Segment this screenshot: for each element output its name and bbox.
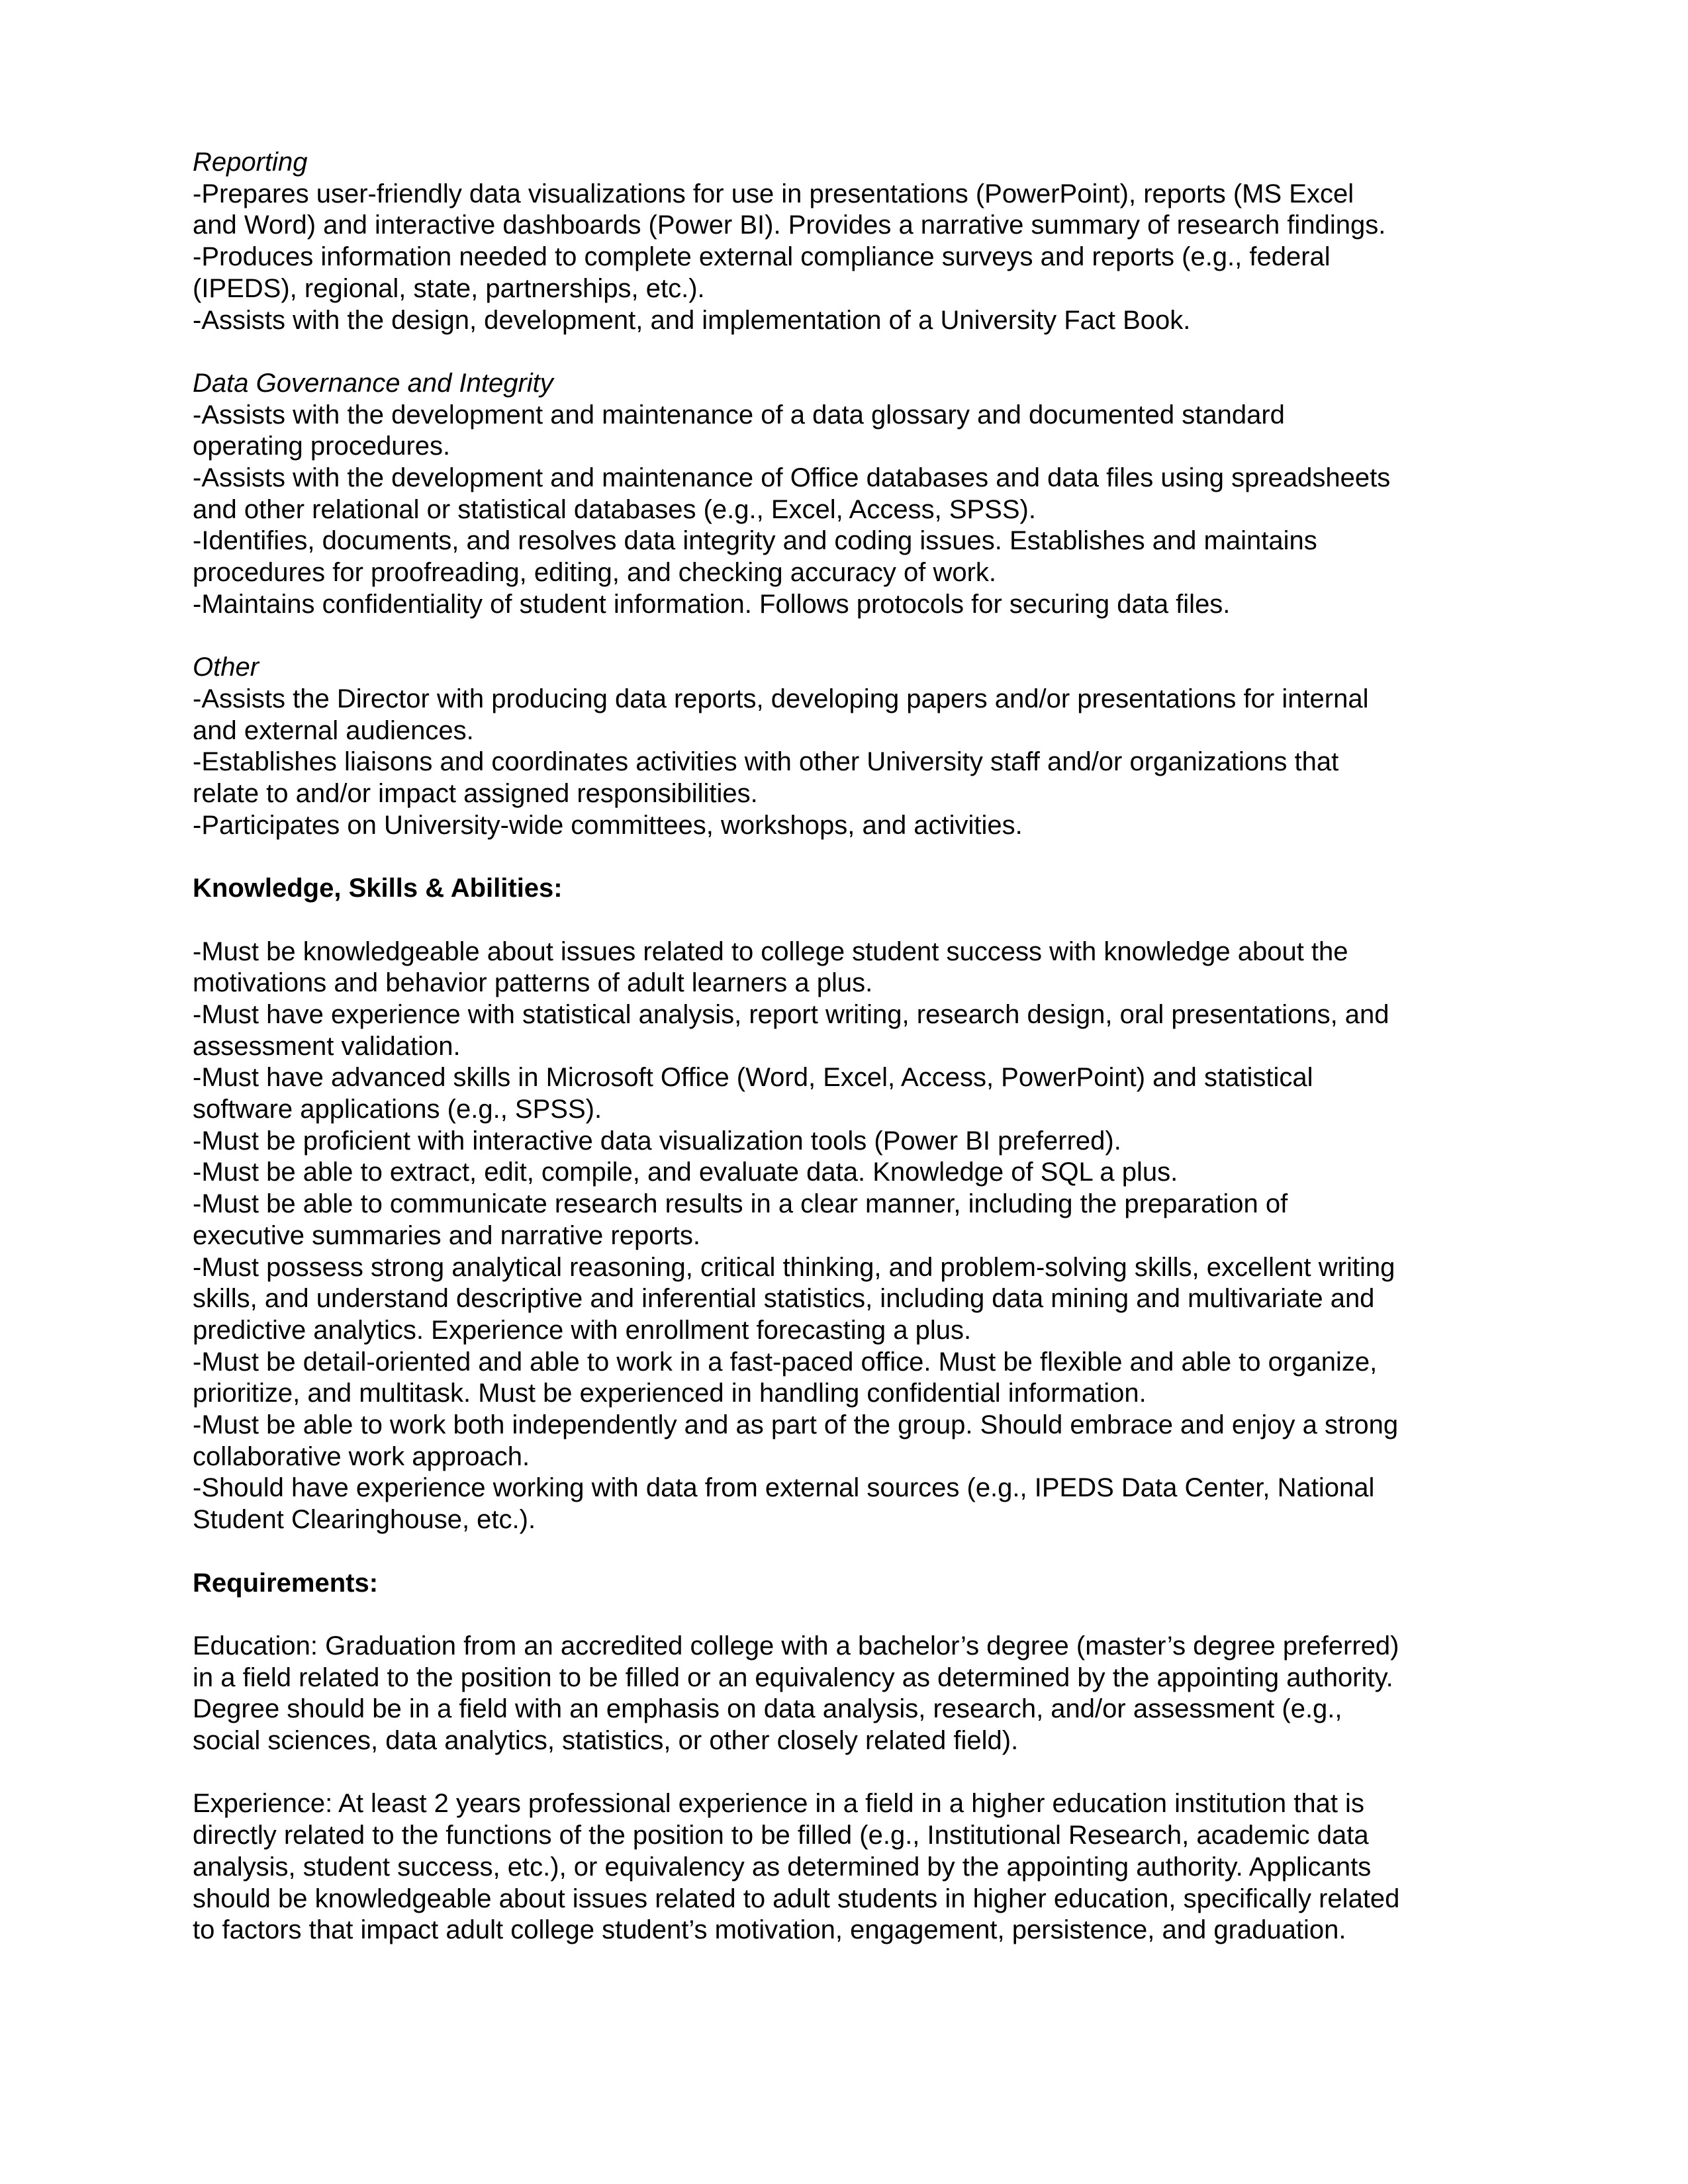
section-heading-other: Other [193, 653, 259, 682]
section-heading-ksa: Knowledge, Skills & Abilities: [193, 874, 563, 903]
paragraph-gap [193, 1536, 1503, 1568]
text-line: -Assists with the development and maintenance of a data glossary and documented standard [193, 400, 1285, 430]
requirements-education [193, 1631, 1503, 1757]
text-line: -Assists with the design, development, and implementation of a University Fact Book. [193, 305, 1191, 335]
reporting-body [193, 179, 1503, 337]
text-line: social sciences, data analytics, statistics, or other closely related field). [193, 1726, 1019, 1756]
text-line: operating procedures. [193, 432, 451, 461]
paragraph-gap [193, 841, 1503, 873]
text-line: -Must have advanced skills in Microsoft Office (Word, Excel, Access, PowerPoint) and statistical [193, 1063, 1313, 1093]
text-line: -Assists with the development and maintenance of Office databases and data files using spreadsheets [193, 463, 1391, 493]
text-line: in a field related to the position to be filled or an equivalency as determined by the appointing authority. [193, 1662, 1393, 1692]
text-line: Degree should be in a field with an emphasis on data analysis, research, and/or assessment (e.g., [193, 1694, 1342, 1724]
ksa-body [193, 936, 1503, 1536]
section-heading-requirements: Requirements: [193, 1568, 379, 1598]
text-line: prioritize, and multitask. Must be experienced in handling confidential information. [193, 1379, 1147, 1408]
text-line: assessment validation. [193, 1031, 461, 1061]
text-line: motivations and behavior patterns of adult learners a plus. [193, 968, 873, 998]
text-line: (IPEDS), regional, state, partnerships, etc.). [193, 273, 705, 303]
paragraph-gap [193, 621, 1503, 653]
text-line: -Produces information needed to complete external compliance surveys and reports (e.g., federal [193, 242, 1331, 272]
text-line: -Should have experience working with data from external sources (e.g., IPEDS Data Center, National [193, 1473, 1375, 1503]
data-governance-body [193, 400, 1503, 621]
text-line: relate to and/or impact assigned responsibilities. [193, 779, 758, 809]
text-line: -Must be able to communicate research results in a clear manner, including the preparation of [193, 1189, 1288, 1219]
text-line: -Prepares user-friendly data visualizations for use in presentations (PowerPoint), reports (MS Excel [193, 179, 1354, 208]
paragraph-gap [193, 905, 1503, 936]
paragraph-gap [193, 1599, 1503, 1631]
text-line: executive summaries and narrative reports. [193, 1220, 700, 1250]
text-line: -Maintains confidentiality of student information. Follows protocols for securing data files. [193, 589, 1231, 619]
text-line: and external audiences. [193, 715, 474, 745]
text-line: and Word) and interactive dashboards (Power BI). Provides a narrative summary of research findings. [193, 210, 1386, 240]
paragraph-gap [193, 1757, 1503, 1789]
text-line: -Must be able to work both independently and as part of the group. Should embrace and enjoy a strong [193, 1410, 1399, 1440]
text-line: procedures for proofreading, editing, and checking accuracy of work. [193, 558, 997, 588]
text-line: skills, and understand descriptive and inferential statistics, including data mining and multivariate and [193, 1284, 1375, 1314]
text-line: -Must be detail-oriented and able to work in a fast-paced office. Must be flexible and able to organize, [193, 1347, 1378, 1377]
text-line: collaborative work approach. [193, 1441, 530, 1471]
text-line: -Participates on University-wide committees, workshops, and activities. [193, 810, 1023, 840]
text-line: directly related to the functions of the position to be filled (e.g., Institutional Research, academic data [193, 1821, 1369, 1850]
text-line: and other relational or statistical databases (e.g., Excel, Access, SPSS). [193, 494, 1036, 524]
requirements-experience [193, 1788, 1503, 1946]
other-body [193, 684, 1503, 842]
text-line: -Must be able to extract, edit, compile, and evaluate data. Knowledge of SQL a plus. [193, 1158, 1178, 1187]
text-line: -Must have experience with statistical analysis, report writing, research design, oral presentations, and [193, 999, 1389, 1029]
text-line: Education: Graduation from an accredited college with a bachelor’s degree (master’s degree preferred) [193, 1631, 1399, 1661]
text-line: -Assists the Director with producing data reports, developing papers and/or presentations for internal [193, 684, 1369, 713]
text-line: Experience: At least 2 years professional experience in a field in a higher education institution that is [193, 1789, 1364, 1819]
text-line: should be knowledgeable about issues related to adult students in higher education, specifically related [193, 1884, 1400, 1913]
paragraph-gap [193, 336, 1503, 368]
text-line: -Must possess strong analytical reasoning, critical thinking, and problem-solving skills, excellent writing [193, 1252, 1395, 1282]
section-heading-reporting: Reporting [193, 148, 308, 177]
text-line: analysis, student success, etc.), or equivalency as determined by the appointing authority. Applicants [193, 1852, 1372, 1882]
text-line: -Establishes liaisons and coordinates activities with other University staff and/or organizations that [193, 747, 1339, 777]
text-line: -Must be knowledgeable about issues related to college student success with knowledge about the [193, 936, 1348, 966]
text-line: Student Clearinghouse, etc.). [193, 1505, 536, 1535]
text-line: software applications (e.g., SPSS). [193, 1095, 602, 1124]
text-line: to factors that impact adult college student’s motivation, engagement, persistence, and graduation. [193, 1915, 1346, 1945]
text-line: -Identifies, documents, and resolves data integrity and coding issues. Establishes and maintains [193, 526, 1317, 556]
document-page [193, 147, 1503, 1946]
text-line: -Must be proficient with interactive data visualization tools (Power BI preferred). [193, 1126, 1121, 1156]
text-line: predictive analytics. Experience with enrollment forecasting a plus. [193, 1315, 972, 1345]
section-heading-data-governance: Data Governance and Integrity [193, 368, 553, 398]
